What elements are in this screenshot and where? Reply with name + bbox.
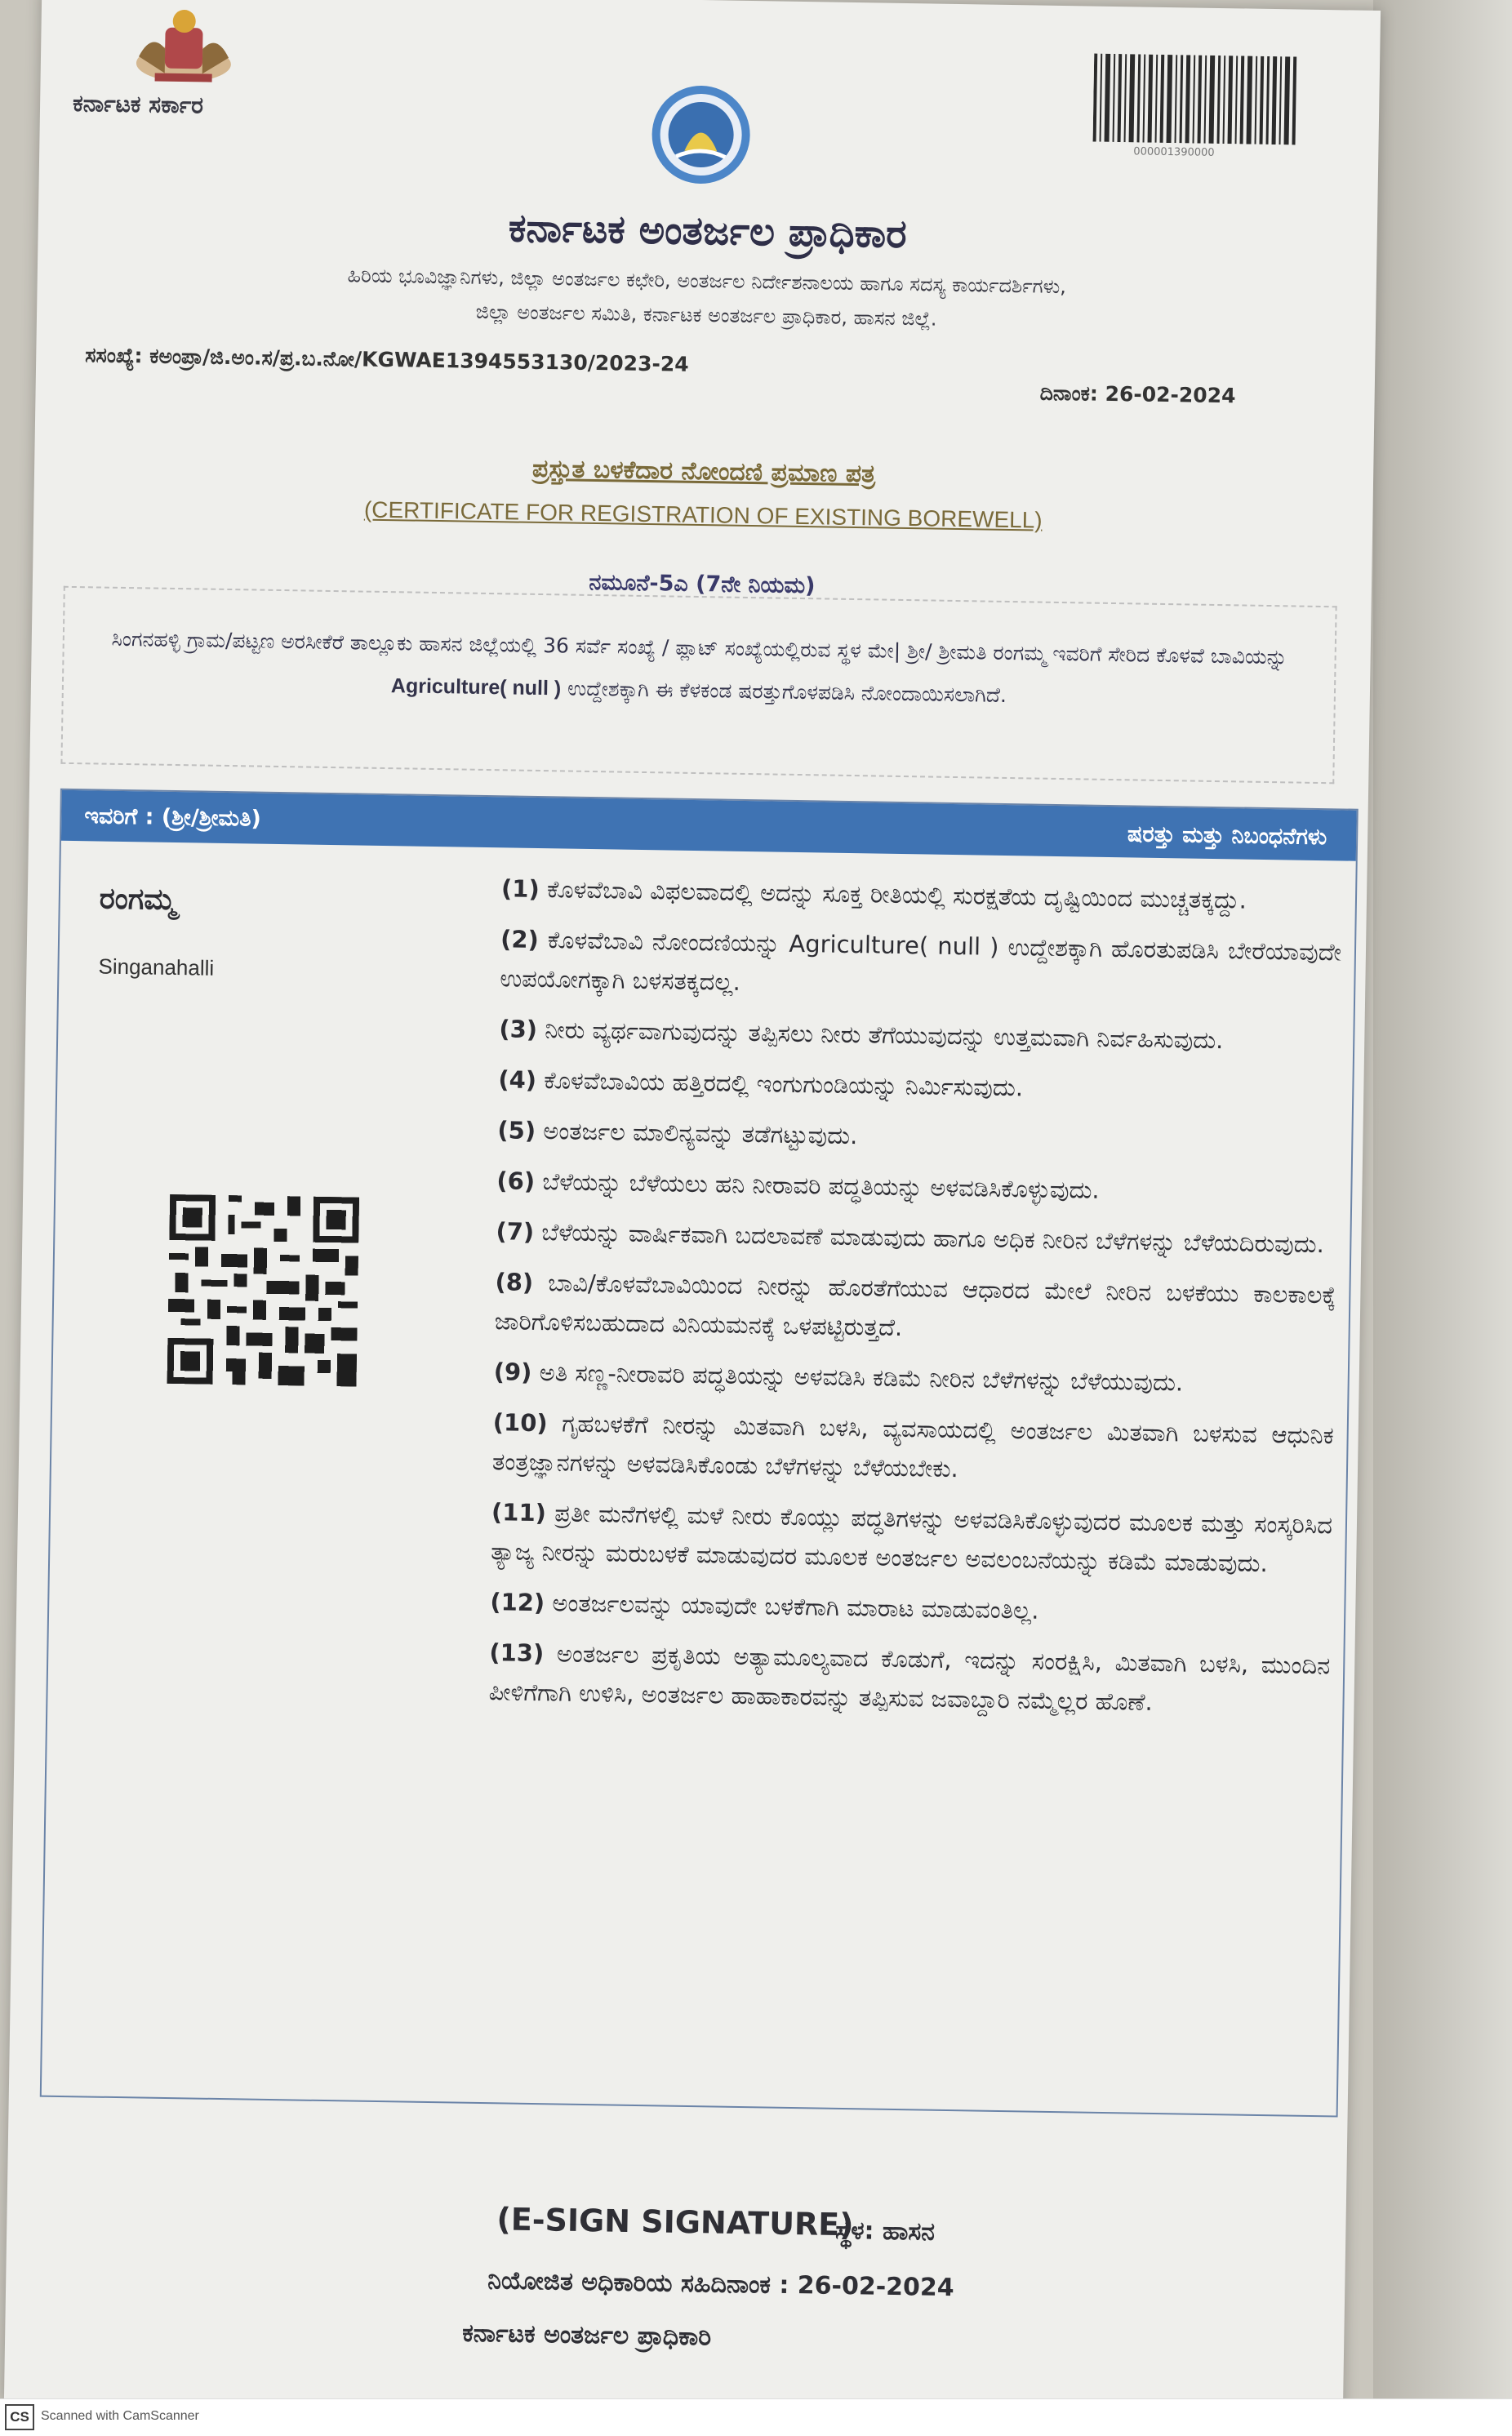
state-emblem-icon <box>122 0 246 91</box>
statement-text-1: ಸಿಂಗನಹಳ್ಳಿ ಗ್ರಾಮ/ಪಟ್ಟಣ ಅರಸೀಕೆರೆ ತಾಲ್ಲೂಕು ಹಾಸನ ಜಿಲ್ಲೆಯಲ್ಲಿ 36 ಸರ್ವೆ ಸಂಖ್ಯೆ / ಪ್ಲಾಟ್ ಸಂಖ್ಯೆಯಲ್ಲಿರುವ ಸ್ಥಳ ಮೇ| ಶ್ರೀ/ ಶ್ರೀಮತಿ ರಂಗಮ್ಮ ಇವರಿಗೆ ಸೇರಿದ ಕೊಳವೆ ಬಾವಿಯನ್ನು <box>111 626 1288 669</box>
condition-text: ಅಂತರ್ಜಲ ಮಾಲಿನ್ಯವನ್ನು ತಡೆಗಟ್ಟುವುದು. <box>543 1117 858 1150</box>
condition-text: ಬೆಳೆಯನ್ನು ಬೆಳೆಯಲು ಹನಿ ನೀರಾವರಿ ಪದ್ಧತಿಯನ್ನು ಅಳವಡಿಸಿಕೊಳ್ಳುವುದು. <box>542 1167 1100 1204</box>
condition-number: (8) <box>495 1268 534 1296</box>
statement-text-2: ಉದ್ದೇಶಕ್ಕಾಗಿ ಈ ಕೆಳಕಂಡ ಷರತ್ತುಗೊಳಪಡಿಸಿ ನೋಂದಾಯಿಸಲಾಗಿದೆ. <box>567 676 1007 707</box>
esign-label: (E-SIGN SIGNATURE) <box>496 2201 854 2243</box>
certificate-title-english: (CERTIFICATE FOR REGISTRATION OF EXISTING BOREWELL) <box>363 496 1043 533</box>
condition-number: (1) <box>500 874 540 904</box>
condition-text: ಕೊಳವೆಬಾವಿ ನೋಂದಣಿಯನ್ನು Agriculture( null ) ಉದ್ದೇಶಕ್ಕಾಗಿ ಹೊರತುಪಡಿಸಿ ಬೇರೆಯಾವುದೇ ಉಪಯೋಗಕ್ಕಾಗಿ ಬಳಸತಕ್ಕದಲ್ಲ. <box>500 926 1342 996</box>
condition-number: (4) <box>498 1065 537 1094</box>
signing-authority: ಕರ್ನಾಟಕ ಅಂತರ್ಜಲ ಪ್ರಾಧಿಕಾರಿ <box>462 2318 712 2352</box>
camscanner-logo-icon: CS <box>5 2404 34 2430</box>
condition-number: (13) <box>489 1638 545 1668</box>
table-header <box>61 790 1357 861</box>
subtitle-line-2: ಜಿಲ್ಲಾ ಅಂತರ್ಜಲ ಸಮಿತಿ, ಕರ್ನಾಟಕ ಅಂತರ್ಜಲ ಪ್ರಾಧಿಕಾರ, ಹಾಸನ ಜಿಲ್ಲೆ. <box>475 300 937 331</box>
details-table <box>40 789 1359 2118</box>
condition-item <box>494 1262 1336 1354</box>
scanner-text: Scanned with CamScanner <box>41 2409 199 2423</box>
condition-number: (11) <box>491 1498 547 1527</box>
certificate-title-kannada: ಪ್ರಸ್ತುತ ಬಳಕೆದಾರ ನೋಂದಣಿ ಪ್ರಮಾಣ ಪತ್ರ <box>531 454 876 489</box>
conditions-list <box>488 869 1342 1736</box>
owner-name: ರಂಗಮ್ಮ <box>99 882 176 918</box>
barcode-icon <box>1093 54 1299 145</box>
condition-item <box>488 1633 1330 1724</box>
condition-number: (7) <box>496 1217 535 1246</box>
certificate-document <box>4 0 1381 2423</box>
condition-item <box>498 1060 1340 1112</box>
condition-item <box>501 869 1343 921</box>
conditions-label: ಷರತ್ತು ಮತ್ತು ನಿಬಂಧನೆಗಳು <box>1127 821 1327 851</box>
issue-date: ದಿನಾಂಕ: 26-02-2024 <box>1039 380 1236 408</box>
to-label: ಇವರಿಗೆ : (ಶ್ರೀ/ಶ್ರೀಮತಿ) <box>84 803 262 832</box>
form-number: ನಮೂನೆ-5ಎ (7ನೇ ನಿಯಮ) <box>589 569 816 599</box>
condition-item <box>492 1402 1334 1494</box>
registration-statement <box>60 586 1336 784</box>
condition-number: (6) <box>496 1167 536 1195</box>
place: ಸ್ಥಳ: ಹಾಸನ <box>835 2216 936 2247</box>
condition-item <box>500 919 1341 1011</box>
condition-number: (12) <box>490 1588 545 1617</box>
condition-text: ಬಾವಿ/ಕೊಳವೆಬಾವಿಯಿಂದ ನೀರನ್ನು ಹೊರತೆಗೆಯುವ ಆಧಾರದ ಮೇಲೆ ನೀರಿನ ಬಳಕೆಯು ಕಾಲಕಾಲಕ್ಕೆ ಜಾರಿಗೊಳಿಸಬಹುದಾದ ವಿನಿಯಮನಕ್ಕೆ ಒಳಪಟ್ಟಿರುತ್ತದೆ. <box>494 1269 1336 1342</box>
government-label: ಕರ್ನಾಟಕ ಸರ್ಕಾರ <box>72 89 204 119</box>
authority-seal-icon <box>647 81 755 189</box>
condition-item <box>496 1211 1337 1264</box>
condition-text: ಗೃಹಬಳಕೆಗೆ ನೀರನ್ನು ಮಿತವಾಗಿ ಬಳಸಿ, ವ್ಯವಸಾಯದಲ್ಲಿ ಅಂತರ್ಜಲ ಮಿತವಾಗಿ ಬಳಸುವ ಆಧುನಿಕ ತಂತ್ರಜ್ಞಾನಗಳನ್ನು ಅಳವಡಿಸಿಕೊಂಡು ಬೆಳೆಗಳನ್ನು ಬೆಳೆಯಬೇಕು. <box>491 1409 1334 1483</box>
owner-village: Singanahalli <box>98 954 215 980</box>
condition-item <box>497 1110 1339 1162</box>
condition-text: ಅಂತರ್ಜಲ ಪ್ರಕೃತಿಯ ಅತ್ಯಾಮೂಲ್ಯವಾದ ಕೊಡುಗೆ, ಇದನ್ನು ಸಂರಕ್ಷಿಸಿ, ಮಿತವಾಗಿ ಬಳಸಿ, ಮುಂದಿನ ಪೀಳಿಗೆಗಾಗಿ ಉಳಿಸಿ, ಅಂತರ್ಜಲ ಹಾಹಾಕಾರವನ್ನು ತಪ್ಪಿಸುವ ಜವಾಬ್ದಾರಿ ನಮ್ಮೆಲ್ಲರ ಹೊಣೆ. <box>488 1639 1331 1716</box>
qr-code-icon <box>167 1194 360 1387</box>
background-edge <box>1373 0 1512 2435</box>
condition-text: ಅತಿ ಸಣ್ಣ-ನೀರಾವರಿ ಪದ್ಧತಿಯನ್ನು ಅಳವಡಿಸಿ ಕಡಿಮೆ ನೀರಿನ ಬೆಳೆಗಳನ್ನು ಬೆಳೆಯುವುದು. <box>539 1358 1184 1397</box>
condition-number: (3) <box>499 1015 538 1043</box>
reference-number: ಸಸಂಖ್ಯೆ: ಕಅಂಪ್ರಾ/ಜಿ.ಅಂ.ಸ/ಪ್ರ.ಬ.ನೋ/KGWAE1394553130/2023-24 <box>85 343 689 376</box>
officer-signature-date: ನಿಯೋಜಿತ ಅಧಿಕಾರಿಯ ಸಹಿದಿನಾಂಕ : 26-02-2024 <box>487 2266 954 2303</box>
condition-text: ಕೊಳವೆಬಾವಿ ವಿಫಲವಾದಲ್ಲಿ ಅದನ್ನು ಸೂಕ್ತ ರೀತಿಯಲ್ಲಿ ಸುರಕ್ಷತೆಯ ದೃಷ್ಟಿಯಿಂದ ಮುಚ್ಚತಕ್ಕದ್ದು. <box>546 875 1247 914</box>
subtitle-line-1: ಹಿರಿಯ ಭೂವಿಜ್ಞಾನಿಗಳು, ಜಿಲ್ಲಾ ಅಂತರ್ಜಲ ಕಛೇರಿ, ಅಂತರ್ಜಲ ನಿರ್ದೇಶನಾಲಯ ಹಾಗೂ ಸದಸ್ಯ ಕಾರ್ಯದರ್ಶಿಗಳು, <box>347 264 1067 299</box>
statement-purpose: Agriculture( null ) <box>390 674 562 700</box>
condition-text: ಅಂತರ್ಜಲವನ್ನು ಯಾವುದೇ ಬಳಕೆಗಾಗಿ ಮಾರಾಟ ಮಾಡುವಂತಿಲ್ಲ. <box>552 1589 1039 1625</box>
condition-text: ನೀರು ವ್ಯರ್ಥವಾಗುವುದನ್ನು ತಪ್ಪಿಸಲು ನೀರು ತೆಗೆಯುವುದನ್ನು ಉತ್ತಮವಾಗಿ ನಿರ್ವಹಿಸುವುದು. <box>545 1016 1224 1055</box>
condition-text: ಕೊಳವೆಬಾವಿಯ ಹತ್ತಿರದಲ್ಲಿ ಇಂಗುಗುಂಡಿಯನ್ನು ನಿರ್ಮಿಸುವುದು. <box>544 1066 1024 1102</box>
barcode-number: 000001390000 <box>1133 145 1215 159</box>
condition-text: ಪ್ರತೀ ಮನೆಗಳಲ್ಲಿ ಮಳೆ ನೀರು ಕೊಯ್ಲು ಪದ್ಧತಿಗಳನ್ನು ಅಳವಡಿಸಿಕೊಳ್ಳುವುದರ ಮೂಲಕ ಮತ್ತು ಸಂಸ್ಕರಿಸಿದ ತ್ಯಾಜ್ಯ ನೀರನ್ನು ಮರುಬಳಕೆ ಮಾಡುವುದರ ಮೂಲಕ ಅಂತರ್ಜಲ ಅವಲಂಬನೆಯನ್ನು ಕಡಿಮೆ ಮಾಡುವುದು. <box>491 1499 1333 1578</box>
condition-item <box>491 1492 1332 1584</box>
condition-number: (5) <box>497 1116 536 1145</box>
condition-text: ಬೆಳೆಯನ್ನು ವಾರ್ಷಿಕವಾಗಿ ಬದಲಾವಣೆ ಮಾಡುವುದು ಹಾಗೂ ಅಧಿಕ ನೀರಿನ ಬೆಳೆಗಳನ್ನು ಬೆಳೆಯದಿರುವುದು. <box>541 1218 1325 1259</box>
condition-item <box>493 1352 1335 1404</box>
authority-title: ಕರ್ನಾಟಕ ಅಂತರ್ಜಲ ಪ್ರಾಧಿಕಾರ <box>508 205 908 257</box>
condition-item <box>496 1161 1338 1213</box>
condition-number: (9) <box>493 1358 532 1386</box>
condition-number: (2) <box>500 925 540 954</box>
scanner-footer <box>0 2398 1512 2436</box>
condition-number: (10) <box>492 1408 548 1438</box>
condition-item <box>490 1582 1332 1634</box>
condition-item <box>499 1009 1341 1061</box>
